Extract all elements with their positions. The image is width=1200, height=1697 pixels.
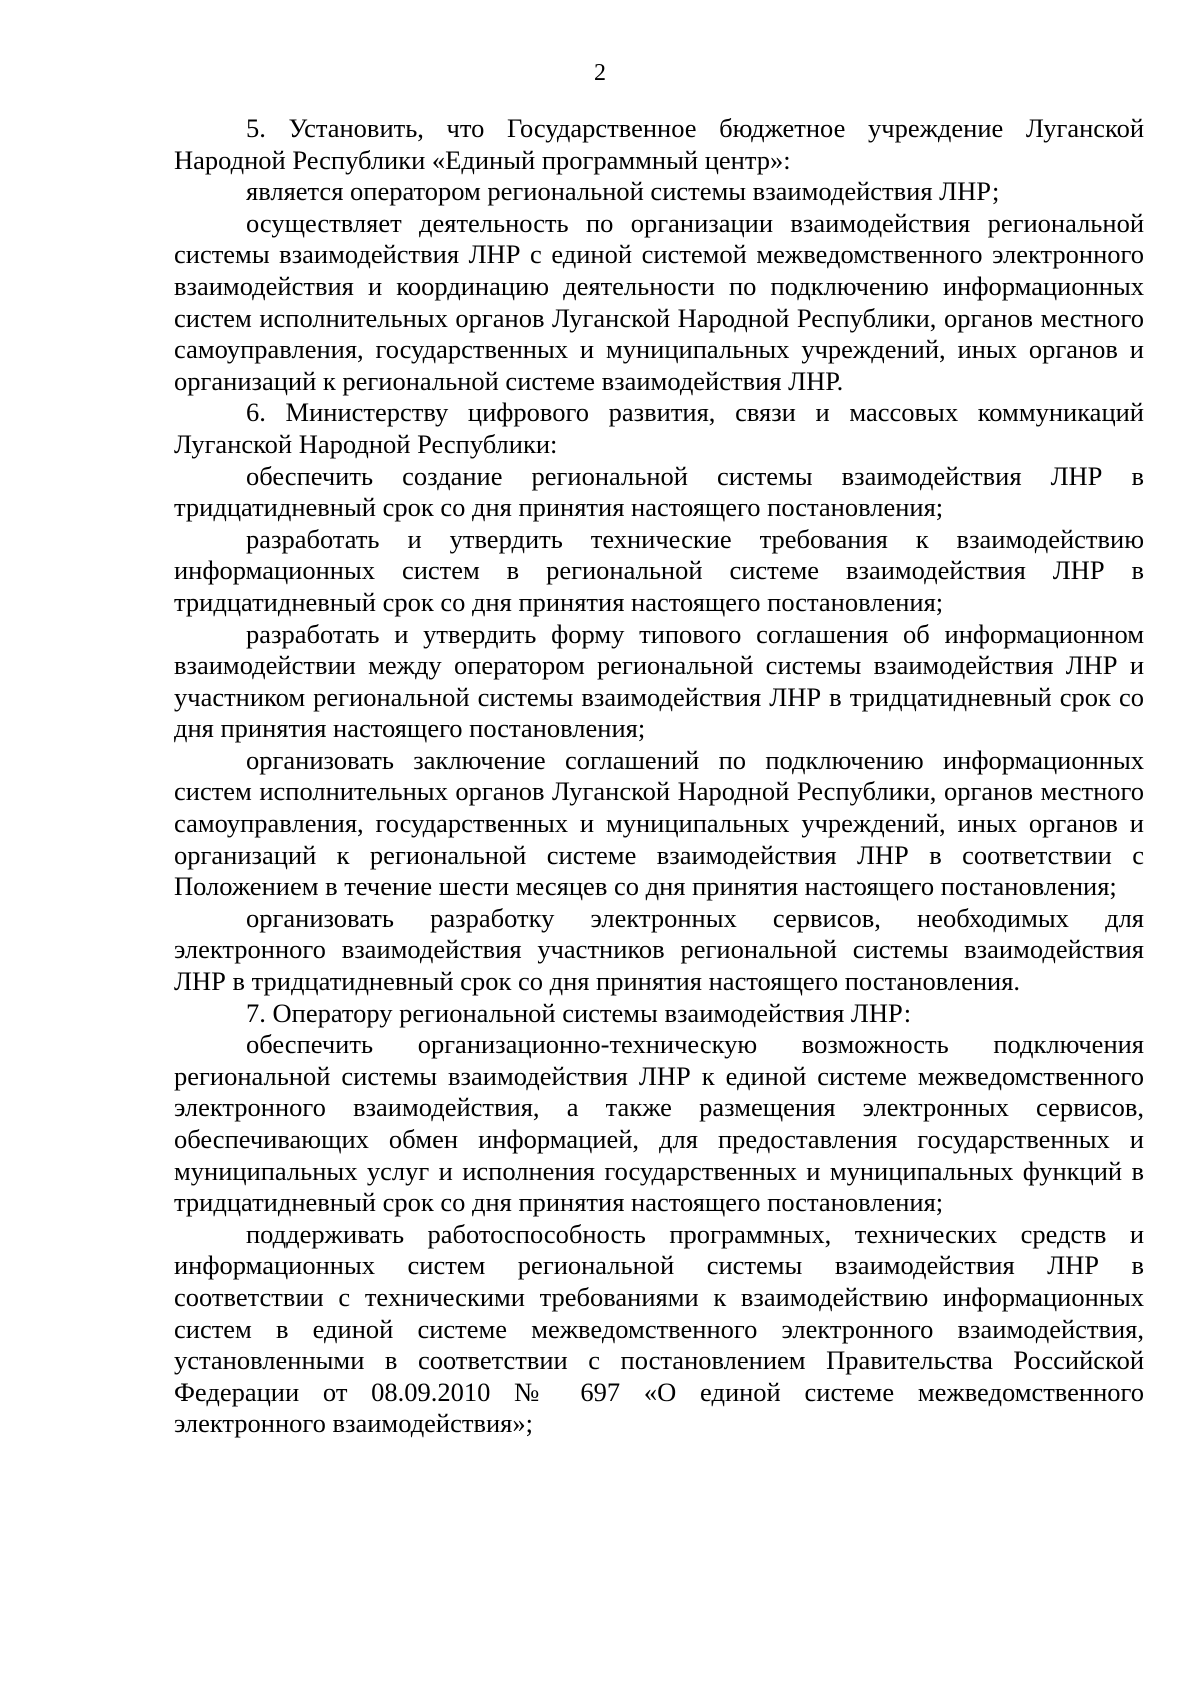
document-body <box>174 113 1144 1440</box>
paragraph-6: 6. Министерству цифрового развития, связи и массовых коммуникаций Луганской Народной Республики: <box>174 397 1144 459</box>
paragraph-6-item-agreement-form: разработать и утвердить форму типового соглашения об информационном взаимодействии между оператором региональной системы взаимодействия ЛНР и участником региональной системы взаимодействия ЛНР в тридцатидневный срок со дня принятия настоящего постановления; <box>174 618 1144 744</box>
paragraph-6-item-electronic-services: организовать разработку электронных сервисов, необходимых для электронного взаимодействия участников региональной системы взаимодействия ЛНР в тридцатидневный срок со дня принятия настоящего постановления. <box>174 902 1144 997</box>
paragraph-6-item-create-system: обеспечить создание региональной системы взаимодействия ЛНР в тридцатидневный срок со дня принятия настоящего постановления; <box>174 460 1144 523</box>
paragraph-5: 5. Установить, что Государственное бюджетное учреждение Луганской Народной Республики «Единый программный центр»: <box>174 113 1144 175</box>
paragraph-5-item-operator: является оператором региональной системы взаимодействия ЛНР; <box>246 176 1000 207</box>
paragraph-5-item-activity: осуществляет деятельность по организации взаимодействия региональной системы взаимодействия ЛНР с единой системой межведомственного электронного взаимодействия и координацию деятельности по подключению информационных систем исполнительных органов Луганской Народной Республики, органов местного самоуправления, государственных и муниципальных учреждений, иных органов и организаций к региональной системе взаимодействия ЛНР. <box>174 207 1144 396</box>
paragraph-7: 7. Оператору региональной системы взаимодействия ЛНР: <box>246 997 912 1028</box>
paragraph-7-item-maintenance: поддерживать работоспособность программных, технических средств и информационных систем региональной системы взаимодействия ЛНР в соответствии с техническими требованиями к взаимодействию информационных систем в единой системе межведомственного электронного взаимодействия, установленными в соответствии с постановлением Правительства Российской Федерации от 08.09.2010 № 697 «О единой системе межведомственного электронного взаимодействия»; <box>174 1218 1144 1439</box>
paragraph-6-item-technical-requirements: разработать и утвердить технические требования к взаимодействию информационных систем в региональной системе взаимодействия ЛНР в тридцатидневный срок со дня принятия настоящего постановления; <box>174 523 1144 617</box>
paragraph-7-item-connection: обеспечить организационно-техническую возможность подключения региональной системы взаимодействия ЛНР к единой системе межведомственного электронного взаимодействия, а также размещения электронных сервисов, обеспечивающих обмен информацией, для предоставления государственных и муниципальных услуг и исполнения государственных и муниципальных функций в тридцатидневный срок со дня принятия настоящего постановления; <box>174 1029 1144 1218</box>
page-number: 2 <box>594 60 606 86</box>
paragraph-6-item-conclude-agreements: организовать заключение соглашений по подключению информационных систем исполнительных органов Луганской Народной Республики, органов местного самоуправления, государственных и муниципальных учреждений, иных органов и организаций к региональной системе взаимодействия ЛНР в соответствии с Положением в течение шести месяцев со дня принятия настоящего постановления; <box>174 744 1144 902</box>
